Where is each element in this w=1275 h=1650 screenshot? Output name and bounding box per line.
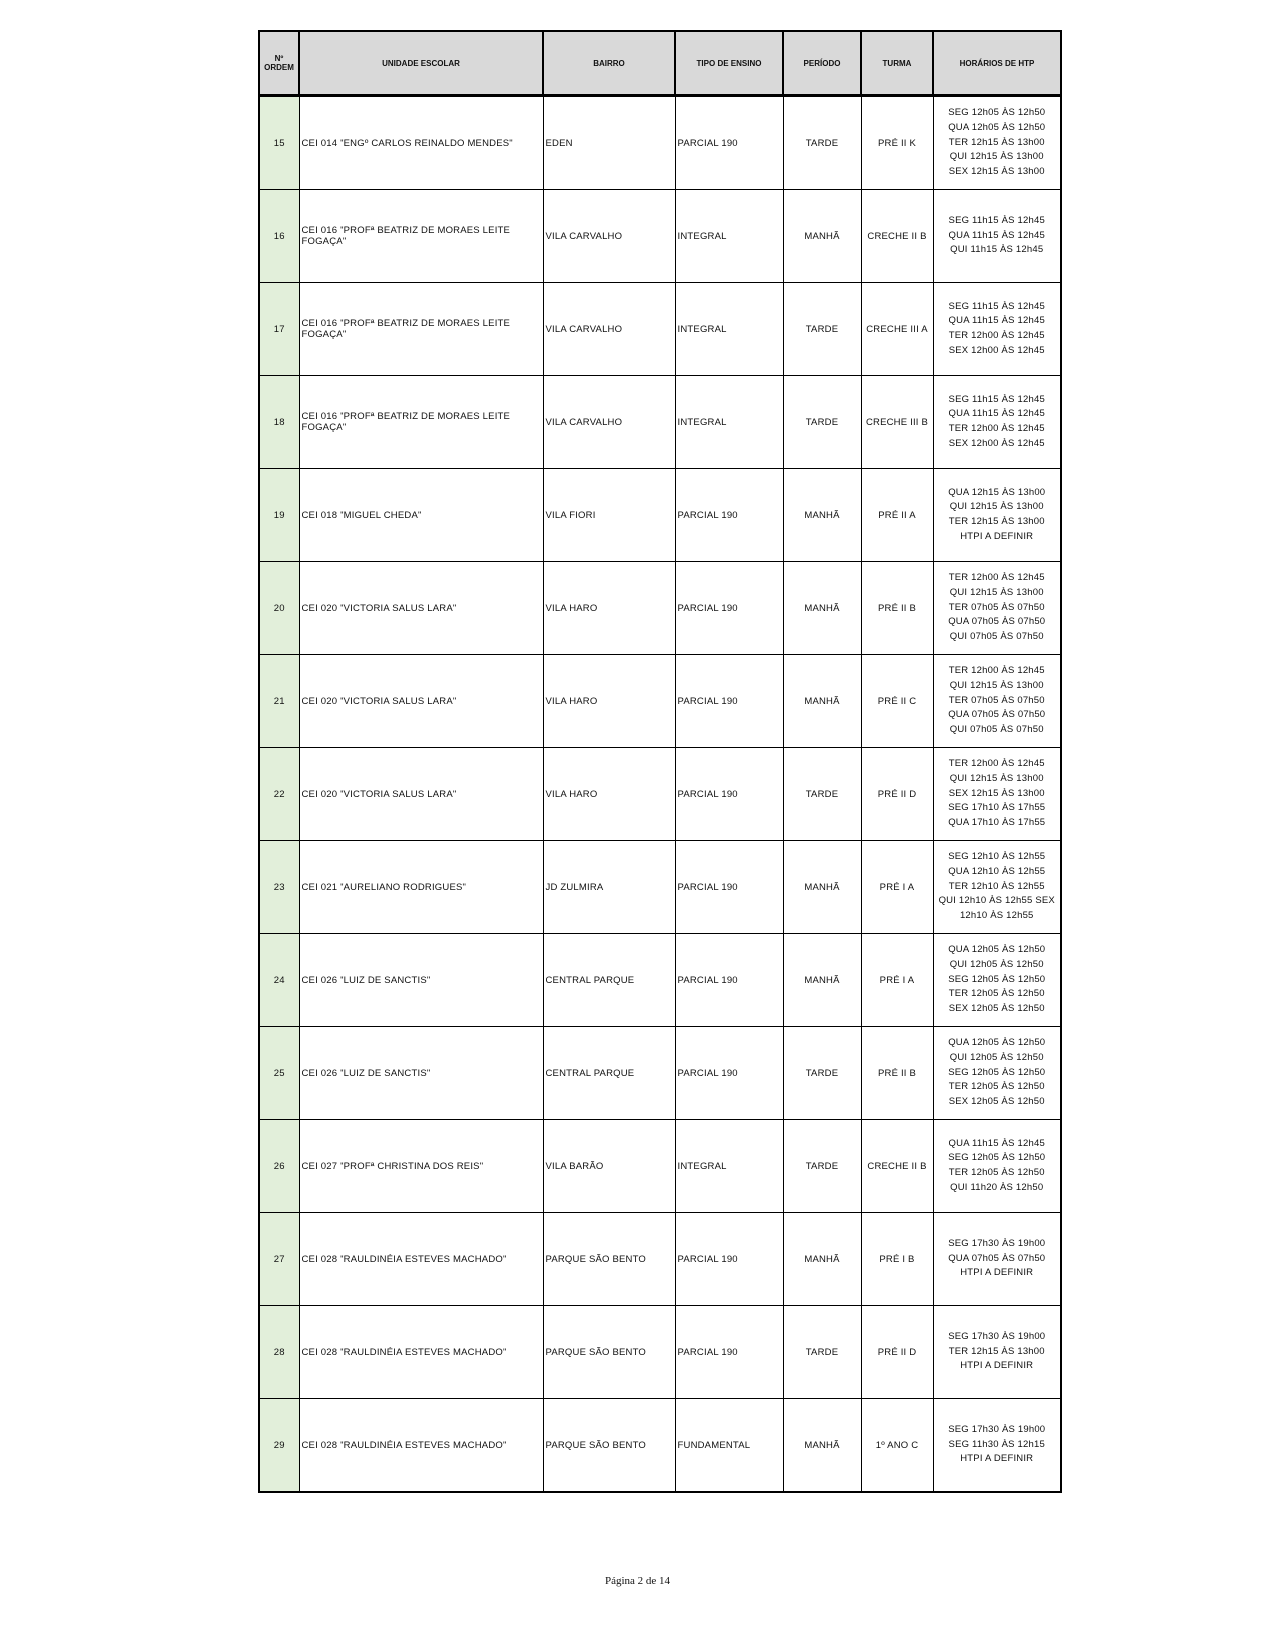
cell-unidade-escolar: CEI 016 "PROFª BEATRIZ DE MORAES LEITE FOGAÇA" bbox=[299, 190, 543, 283]
cell-bairro: CENTRAL PARQUE bbox=[543, 1027, 675, 1120]
cell-ordem: 15 bbox=[259, 96, 299, 190]
cell-tipo-de-ensino: PARCIAL 190 bbox=[675, 655, 783, 748]
cell-turma: PRÉ I B bbox=[861, 1213, 933, 1306]
cell-periodo: MANHÃ bbox=[783, 562, 861, 655]
cell-bairro: VILA FIORI bbox=[543, 469, 675, 562]
cell-unidade-escolar: CEI 014 "ENGº CARLOS REINALDO MENDES" bbox=[299, 96, 543, 190]
table-row bbox=[259, 1027, 1061, 1120]
table-row bbox=[259, 1213, 1061, 1306]
cell-bairro: PARQUE SÃO BENTO bbox=[543, 1213, 675, 1306]
cell-periodo: MANHÃ bbox=[783, 841, 861, 934]
table-row bbox=[259, 655, 1061, 748]
cell-unidade-escolar: CEI 016 "PROFª BEATRIZ DE MORAES LEITE FOGAÇA" bbox=[299, 376, 543, 469]
cell-horarios-htp: SEG 12h10 ÀS 12h55 QUA 12h10 ÀS 12h55 TER 12h10 ÀS 12h55 QUI 12h10 ÀS 12h55 SEX 12h10 ÀS 12h55 bbox=[933, 841, 1061, 934]
cell-turma: PRÉ I A bbox=[861, 841, 933, 934]
header-turma: TURMA bbox=[861, 31, 933, 96]
cell-horarios-htp: SEG 17h30 ÀS 19h00 TER 12h15 ÀS 13h00 HTPI A DEFINIR bbox=[933, 1306, 1061, 1399]
cell-periodo: TARDE bbox=[783, 283, 861, 376]
table-row bbox=[259, 1306, 1061, 1399]
cell-bairro: VILA HARO bbox=[543, 655, 675, 748]
cell-ordem: 23 bbox=[259, 841, 299, 934]
cell-bairro: VILA CARVALHO bbox=[543, 190, 675, 283]
cell-tipo-de-ensino: PARCIAL 190 bbox=[675, 1306, 783, 1399]
cell-turma: CRECHE II B bbox=[861, 190, 933, 283]
cell-tipo-de-ensino: INTEGRAL bbox=[675, 1120, 783, 1213]
table-row bbox=[259, 934, 1061, 1027]
cell-periodo: TARDE bbox=[783, 1306, 861, 1399]
header-periodo: PERÍODO bbox=[783, 31, 861, 96]
cell-unidade-escolar: CEI 018 "MIGUEL CHEDA" bbox=[299, 469, 543, 562]
cell-ordem: 16 bbox=[259, 190, 299, 283]
cell-horarios-htp: QUA 12h05 ÀS 12h50 QUI 12h05 ÀS 12h50 SEG 12h05 ÀS 12h50 TER 12h05 ÀS 12h50 SEX 12h05 ÀS 12h50 bbox=[933, 1027, 1061, 1120]
cell-horarios-htp: SEG 12h05 ÀS 12h50 QUA 12h05 ÀS 12h50 TER 12h15 ÀS 13h00 QUI 12h15 ÀS 13h00 SEX 12h15 ÀS 13h00 bbox=[933, 96, 1061, 190]
cell-unidade-escolar: CEI 028 "RAULDINÉIA ESTEVES MACHADO" bbox=[299, 1213, 543, 1306]
cell-turma: PRÉ II D bbox=[861, 748, 933, 841]
cell-horarios-htp: TER 12h00 ÀS 12h45 QUI 12h15 ÀS 13h00 SEX 12h15 ÀS 13h00 SEG 17h10 ÀS 17h55 QUA 17h10 ÀS 17h55 bbox=[933, 748, 1061, 841]
cell-turma: PRÉ II C bbox=[861, 655, 933, 748]
cell-unidade-escolar: CEI 020 "VICTORIA SALUS LARA" bbox=[299, 748, 543, 841]
cell-unidade-escolar: CEI 020 "VICTORIA SALUS LARA" bbox=[299, 655, 543, 748]
cell-turma: CRECHE III A bbox=[861, 283, 933, 376]
cell-ordem: 26 bbox=[259, 1120, 299, 1213]
cell-horarios-htp: QUA 12h15 ÀS 13h00 QUI 12h15 ÀS 13h00 TER 12h15 ÀS 13h00 HTPI A DEFINIR bbox=[933, 469, 1061, 562]
cell-tipo-de-ensino: PARCIAL 190 bbox=[675, 1213, 783, 1306]
cell-unidade-escolar: CEI 020 "VICTORIA SALUS LARA" bbox=[299, 562, 543, 655]
cell-periodo: MANHÃ bbox=[783, 934, 861, 1027]
table-row bbox=[259, 1399, 1061, 1493]
cell-horarios-htp: SEG 11h15 ÀS 12h45 QUA 11h15 ÀS 12h45 TER 12h00 ÀS 12h45 SEX 12h00 ÀS 12h45 bbox=[933, 376, 1061, 469]
cell-horarios-htp: QUA 11h15 ÀS 12h45 SEG 12h05 ÀS 12h50 TER 12h05 ÀS 12h50 QUI 11h20 ÀS 12h50 bbox=[933, 1120, 1061, 1213]
cell-periodo: TARDE bbox=[783, 376, 861, 469]
cell-ordem: 21 bbox=[259, 655, 299, 748]
header-tipo-de-ensino: TIPO DE ENSINO bbox=[675, 31, 783, 96]
cell-tipo-de-ensino: PARCIAL 190 bbox=[675, 469, 783, 562]
cell-periodo: TARDE bbox=[783, 96, 861, 190]
cell-bairro: PARQUE SÃO BENTO bbox=[543, 1399, 675, 1493]
cell-ordem: 20 bbox=[259, 562, 299, 655]
table-row bbox=[259, 1120, 1061, 1213]
cell-bairro: CENTRAL PARQUE bbox=[543, 934, 675, 1027]
cell-bairro: VILA HARO bbox=[543, 748, 675, 841]
cell-horarios-htp: SEG 11h15 ÀS 12h45 QUA 11h15 ÀS 12h45 QUI 11h15 ÀS 12h45 bbox=[933, 190, 1061, 283]
cell-bairro: VILA BARÃO bbox=[543, 1120, 675, 1213]
cell-horarios-htp: QUA 12h05 ÀS 12h50 QUI 12h05 ÀS 12h50 SEG 12h05 ÀS 12h50 TER 12h05 ÀS 12h50 SEX 12h05 ÀS 12h50 bbox=[933, 934, 1061, 1027]
cell-periodo: TARDE bbox=[783, 1120, 861, 1213]
table-row bbox=[259, 748, 1061, 841]
header-bairro: BAIRRO bbox=[543, 31, 675, 96]
cell-tipo-de-ensino: PARCIAL 190 bbox=[675, 841, 783, 934]
table-row bbox=[259, 841, 1061, 934]
cell-bairro: VILA CARVALHO bbox=[543, 283, 675, 376]
cell-periodo: MANHÃ bbox=[783, 655, 861, 748]
cell-ordem: 28 bbox=[259, 1306, 299, 1399]
cell-tipo-de-ensino: PARCIAL 190 bbox=[675, 748, 783, 841]
cell-turma: PRÉ II B bbox=[861, 562, 933, 655]
cell-ordem: 27 bbox=[259, 1213, 299, 1306]
cell-ordem: 29 bbox=[259, 1399, 299, 1493]
header-horarios-htp: HORÁRIOS DE HTP bbox=[933, 31, 1061, 96]
cell-horarios-htp: SEG 17h30 ÀS 19h00 SEG 11h30 ÀS 12h15 HTPI A DEFINIR bbox=[933, 1399, 1061, 1493]
cell-unidade-escolar: CEI 016 "PROFª BEATRIZ DE MORAES LEITE FOGAÇA" bbox=[299, 283, 543, 376]
cell-tipo-de-ensino: FUNDAMENTAL bbox=[675, 1399, 783, 1493]
table-row bbox=[259, 376, 1061, 469]
table-row bbox=[259, 96, 1061, 190]
cell-unidade-escolar: CEI 028 "RAULDINÉIA ESTEVES MACHADO" bbox=[299, 1399, 543, 1493]
cell-turma: PRÉ II D bbox=[861, 1306, 933, 1399]
table-row bbox=[259, 562, 1061, 655]
cell-bairro: VILA CARVALHO bbox=[543, 376, 675, 469]
cell-periodo: TARDE bbox=[783, 748, 861, 841]
cell-unidade-escolar: CEI 026 "LUIZ DE SANCTIS" bbox=[299, 1027, 543, 1120]
table-row bbox=[259, 283, 1061, 376]
cell-periodo: MANHÃ bbox=[783, 1213, 861, 1306]
cell-turma: PRÉ II A bbox=[861, 469, 933, 562]
cell-horarios-htp: TER 12h00 ÀS 12h45 QUI 12h15 ÀS 13h00 TER 07h05 ÀS 07h50 QUA 07h05 ÀS 07h50 QUI 07h05 ÀS 07h50 bbox=[933, 655, 1061, 748]
cell-ordem: 25 bbox=[259, 1027, 299, 1120]
cell-turma: CRECHE III B bbox=[861, 376, 933, 469]
cell-bairro: VILA HARO bbox=[543, 562, 675, 655]
cell-horarios-htp: SEG 11h15 ÀS 12h45 QUA 11h15 ÀS 12h45 TER 12h00 ÀS 12h45 SEX 12h00 ÀS 12h45 bbox=[933, 283, 1061, 376]
cell-ordem: 19 bbox=[259, 469, 299, 562]
table-body bbox=[259, 96, 1061, 1493]
cell-turma: PRÉ I A bbox=[861, 934, 933, 1027]
header-ordem: Nº ORDEM bbox=[259, 31, 299, 96]
cell-tipo-de-ensino: PARCIAL 190 bbox=[675, 562, 783, 655]
cell-unidade-escolar: CEI 026 "LUIZ DE SANCTIS" bbox=[299, 934, 543, 1027]
cell-bairro: PARQUE SÃO BENTO bbox=[543, 1306, 675, 1399]
cell-periodo: MANHÃ bbox=[783, 1399, 861, 1493]
cell-periodo: MANHÃ bbox=[783, 469, 861, 562]
cell-horarios-htp: TER 12h00 ÀS 12h45 QUI 12h15 ÀS 13h00 TER 07h05 ÀS 07h50 QUA 07h05 ÀS 07h50 QUI 07h05 ÀS 07h50 bbox=[933, 562, 1061, 655]
cell-turma: CRECHE II B bbox=[861, 1120, 933, 1213]
table-row bbox=[259, 469, 1061, 562]
table-row bbox=[259, 190, 1061, 283]
cell-turma: PRÉ II B bbox=[861, 1027, 933, 1120]
cell-bairro: JD ZULMIRA bbox=[543, 841, 675, 934]
cell-tipo-de-ensino: INTEGRAL bbox=[675, 376, 783, 469]
cell-periodo: TARDE bbox=[783, 1027, 861, 1120]
cell-tipo-de-ensino: PARCIAL 190 bbox=[675, 1027, 783, 1120]
cell-bairro: EDEN bbox=[543, 96, 675, 190]
cell-periodo: MANHÃ bbox=[783, 190, 861, 283]
cell-unidade-escolar: CEI 027 "PROFª CHRISTINA DOS REIS" bbox=[299, 1120, 543, 1213]
cell-unidade-escolar: CEI 021 "AURELIANO RODRIGUES" bbox=[299, 841, 543, 934]
htp-schedule-table bbox=[258, 30, 1062, 1493]
cell-tipo-de-ensino: INTEGRAL bbox=[675, 283, 783, 376]
cell-turma: PRÉ II K bbox=[861, 96, 933, 190]
cell-turma: 1º ANO C bbox=[861, 1399, 933, 1493]
cell-ordem: 22 bbox=[259, 748, 299, 841]
page-number: Página 2 de 14 bbox=[604, 1575, 671, 1587]
table-header bbox=[259, 31, 1061, 96]
cell-ordem: 18 bbox=[259, 376, 299, 469]
header-unidade-escolar: UNIDADE ESCOLAR bbox=[299, 31, 543, 96]
cell-tipo-de-ensino: PARCIAL 190 bbox=[675, 96, 783, 190]
cell-tipo-de-ensino: PARCIAL 190 bbox=[675, 934, 783, 1027]
cell-ordem: 24 bbox=[259, 934, 299, 1027]
cell-ordem: 17 bbox=[259, 283, 299, 376]
cell-unidade-escolar: CEI 028 "RAULDINÉIA ESTEVES MACHADO" bbox=[299, 1306, 543, 1399]
cell-horarios-htp: SEG 17h30 ÀS 19h00 QUA 07h05 ÀS 07h50 HTPI A DEFINIR bbox=[933, 1213, 1061, 1306]
cell-tipo-de-ensino: INTEGRAL bbox=[675, 190, 783, 283]
